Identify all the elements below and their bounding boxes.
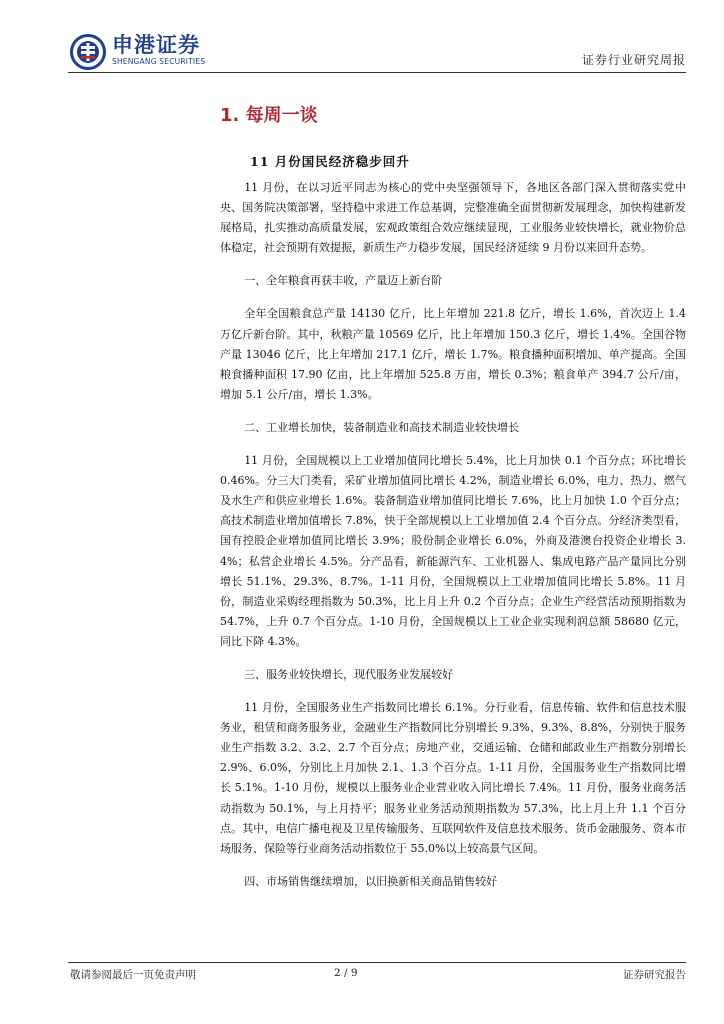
paragraph-industry: 11 月份，全国规模以上工业增加值同比增长 5.4%，比上月加快 0.1 个百分点；环比增长 0.46%。分三大门类看，采矿业增加值同比增长 4.2%，制造业增长 6.0%，电力、热力、燃气及水生产和供应业增长 1.6%。装备制造业增加值同比增长 7.6%，比上月加快 1.0 个百分点；高技术制造业增加值增长 7.8%，快于全部规模以上工业增加值 2.4 个百分点。分经济类型看，国有控股企业增加值同比增长 3.9%；股份制企业增长 6.0%，外商及港澳台投资企业增长 3.4%；私营企业增长 4.5%。分产品看，新能源汽车、工业机器人、集成电路产品产量同比分别增长 51.1%、29.3%、8.7%。1-11 月份，全国规模以上工业增加值同比增长 5.8%。11 月份，制造业采购经理指数为 50.3%，比上月上升 0.2 个百分点；企业生产经营活动预期指数为 54.7%，上升 0.7 个百分点。1-10 月份，全国规模以上工业企业实现利润总额 58680 亿元，同比下降 4.3%。 xyxy=(220,454,686,648)
footer-disclaimer: 敬请参阅最后一页免责声明 xyxy=(70,969,196,981)
brand-name-en: SHENGANG SECURITIES xyxy=(112,57,206,66)
report-type: 证券行业研究周报 xyxy=(581,53,686,67)
brand xyxy=(112,34,205,66)
main-content xyxy=(220,178,686,892)
section-title: 1. 每周一谈 xyxy=(220,105,318,126)
page-header xyxy=(0,0,724,84)
brand-name-cn: 申港证券 xyxy=(112,33,200,57)
heading-grain: 一、全年粮食再获丰收，产量迈上新台阶 xyxy=(244,274,443,288)
heading-industry: 二、工业增长加快，装备制造业和高技术制造业较快增长 xyxy=(244,420,520,434)
intro-paragraph: 11 月份，在以习近平同志为核心的党中央坚强领导下，各地区各部门深入贯彻落实党中央、国务院决策部署，坚持稳中求进工作总基调，完整准确全面贯彻新发展理念，加快构建新发展格局，扎实推动高质量发展，宏观政策组合效应继续显现，工业服务业较快增长，就业物价总体稳定，社会预期有效提振，新质生产力稳步发展，国民经济延续 9 月份以来回升态势。 xyxy=(220,181,686,255)
footer-doc-type: 证券研究报告 xyxy=(623,969,686,981)
footer-divider xyxy=(68,962,686,963)
section-subtitle: 11 月份国民经济稳步回升 xyxy=(250,154,410,169)
paragraph-grain: 全年全国粮食总产量 14130 亿斤，比上年增加 221.8 亿斤，增长 1.6%，首次迈上 1.4 万亿斤新台阶。其中，秋粮产量 10569 亿斤，比上年增加 150.3 亿斤，增长 1.4%。全国谷物产量 13046 亿斤，比上年增加 217.1 亿斤，增长 1.7%。粮食播种面积增加、单产提高。全国粮食播种面积 17.90 亿亩，比上年增加 525.8 万亩，增长 0.3%；粮食单产 394.7 公斤/亩，增加 5.1 公斤/亩，增长 1.3%。 xyxy=(220,307,686,401)
paragraph-services: 11 月份，全国服务业生产指数同比增长 6.1%。分行业看，信息传输、软件和信息技术服务业，租赁和商务服务业，金融业生产指数同比分别增长 9.3%、9.3%、8.8%，分别快于服务业生产指数 3.2、3.2、2.7 个百分点；房地产业，交通运输、仓储和邮政业生产指数分别增长 2.9%、6.0%，分别比上月加快 2.1、1.3 个百分点。1-11 月份，全国服务业生产指数同比增长 5.1%。1-10 月份，规模以上服务业企业营业收入同比增长 7.4%。11 月份，服务业商务活动指数为 50.1%，与上月持平；服务业业务活动预期指数为 57.3%，比上月上升 1.1 个百分点。其中，电信广播电视及卫星传输服务、互联网软件及信息技术服务、货币金融服务、资本市场服务、保险等行业商务活动指数位于 55.0%以上较高景气区间。 xyxy=(220,701,686,855)
header-divider xyxy=(68,72,686,73)
heading-retail: 四、市场销售继续增加，以旧换新相关商品销售较好 xyxy=(244,874,498,888)
shengang-logo-icon xyxy=(70,34,106,70)
page-number: 2 / 9 xyxy=(334,967,358,979)
heading-services: 三、服务业较快增长，现代服务业发展较好 xyxy=(244,667,454,681)
